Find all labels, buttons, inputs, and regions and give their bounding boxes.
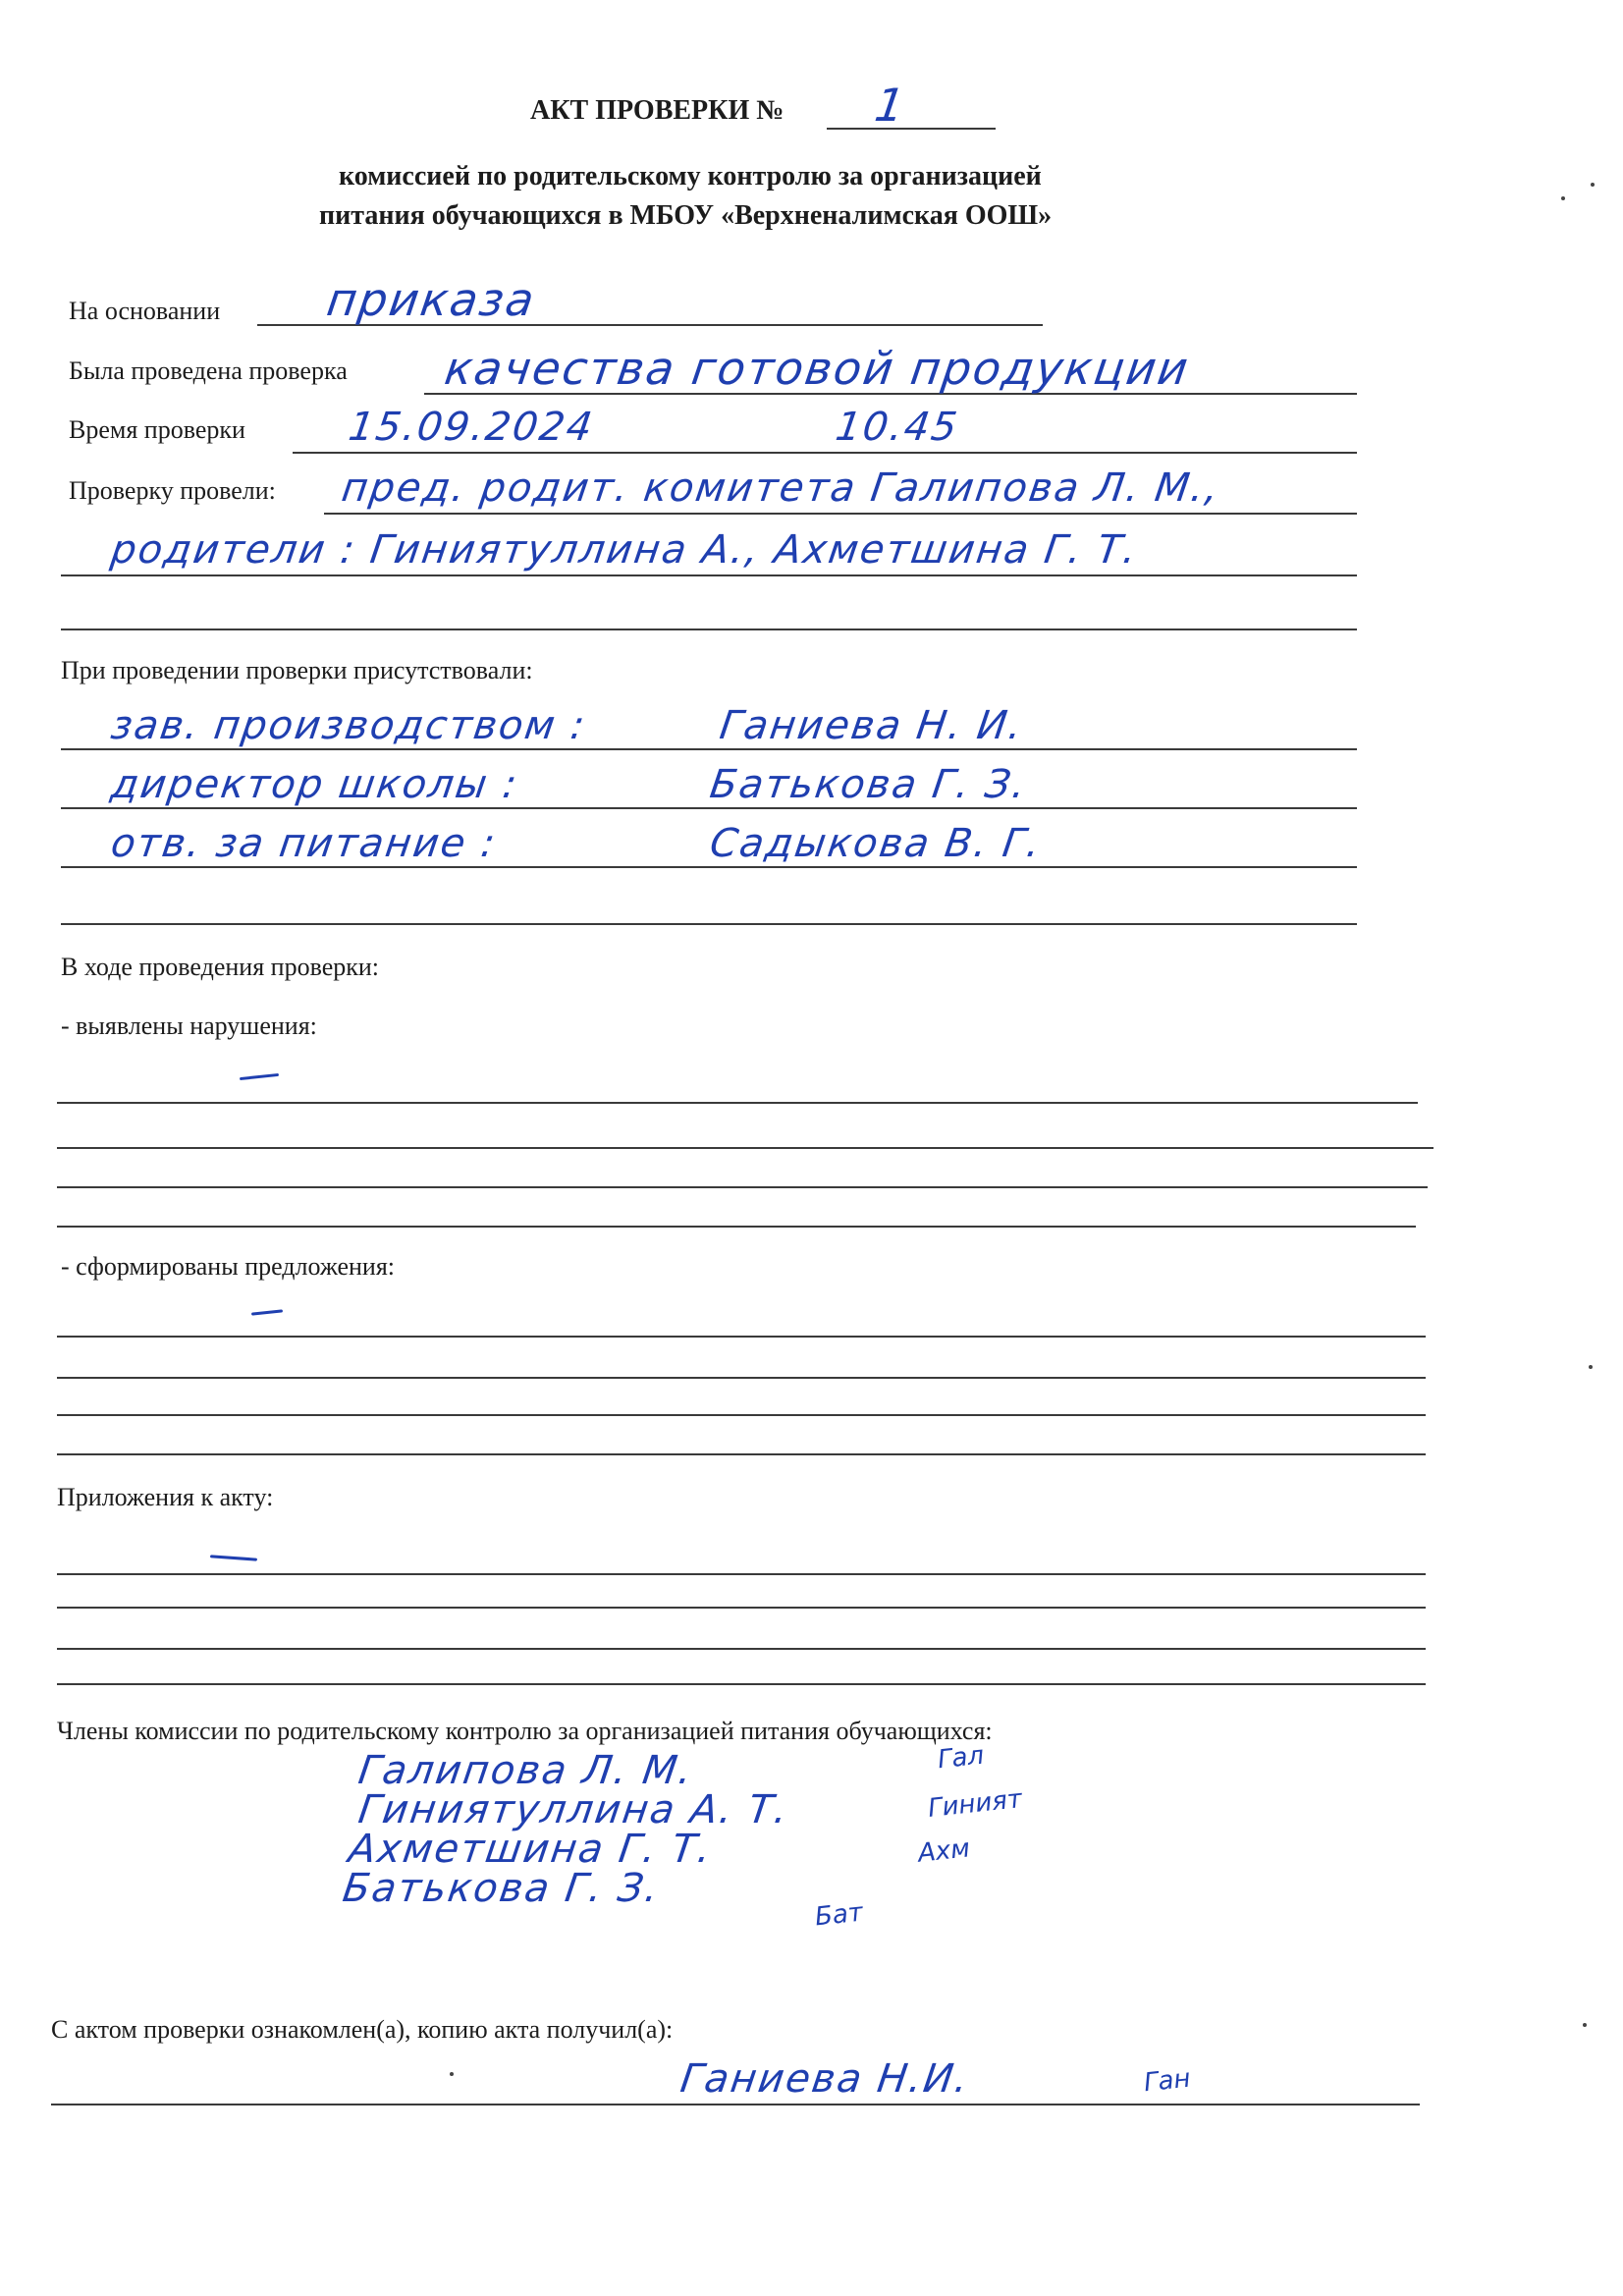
violations-line3 bbox=[57, 1186, 1428, 1188]
time-line bbox=[293, 452, 1357, 454]
basis-value: приказа bbox=[323, 273, 540, 326]
conducted-line1 bbox=[324, 513, 1357, 515]
proposals-dash bbox=[251, 1309, 283, 1315]
act-subtitle-line2: питания обучающихся в МБОУ «Верхненалимская ООШ» bbox=[319, 200, 1053, 231]
present-role-2: директор школы : bbox=[108, 762, 522, 807]
present-role-3: отв. за питание : bbox=[108, 821, 500, 866]
proposals-line2 bbox=[57, 1377, 1426, 1379]
acknowledgement-name: Ганиева Н.И. bbox=[677, 2056, 973, 2102]
time-label: Время проверки bbox=[69, 415, 245, 444]
member-signature-2: Гиният bbox=[926, 1784, 1024, 1824]
member-signature-4: Бат bbox=[813, 1897, 865, 1933]
conducted-value2: родители : Гиниятуллина А., Ахметшина Г. Т. bbox=[108, 527, 1142, 573]
attachments-label: Приложения к акту: bbox=[57, 1483, 274, 1511]
conducted-line3 bbox=[61, 629, 1357, 630]
member-signature-3: Ахм bbox=[916, 1833, 972, 1869]
attachments-line3 bbox=[57, 1648, 1426, 1650]
act-subtitle-line1: комиссией по родительскому контролю за организацией bbox=[339, 161, 1042, 191]
conducted-value1: пред. родит. комитета Галипова Л. М., bbox=[339, 465, 1223, 511]
check-label: Была проведена проверка bbox=[69, 356, 348, 385]
present-line4 bbox=[61, 923, 1357, 925]
proposals-line4 bbox=[57, 1453, 1426, 1455]
violations-label: - выявлены нарушения: bbox=[61, 1011, 317, 1040]
findings-intro: В ходе проведения проверки: bbox=[61, 953, 380, 981]
attachments-line4 bbox=[57, 1683, 1426, 1685]
member-name-1: Галипова Л. М. bbox=[355, 1748, 697, 1793]
present-name-2: Батькова Г. З. bbox=[707, 762, 1031, 807]
time-date: 15.09.2024 bbox=[346, 405, 597, 450]
member-name-3: Ахметшина Г. Т. bbox=[346, 1827, 716, 1872]
member-name-4: Батькова Г. З. bbox=[340, 1866, 664, 1911]
conducted-label: Проверку провели: bbox=[69, 476, 276, 505]
proposals-label: - сформированы предложения: bbox=[61, 1252, 396, 1281]
act-title: АКТ ПРОВЕРКИ № bbox=[530, 95, 784, 126]
proposals-line3 bbox=[57, 1414, 1426, 1416]
scan-speck bbox=[1589, 1365, 1593, 1369]
conducted-line2 bbox=[61, 574, 1357, 576]
violations-line4 bbox=[57, 1226, 1416, 1228]
present-name-1: Ганиева Н. И. bbox=[717, 703, 1027, 748]
member-signature-1: Гал bbox=[936, 1740, 986, 1776]
members-label: Члены комиссии по родительскому контролю за организацией питания обучающихся: bbox=[57, 1717, 993, 1745]
acknowledgement-line bbox=[51, 2104, 1420, 2105]
scan-speck bbox=[450, 2072, 454, 2076]
scan-speck bbox=[1583, 2023, 1587, 2027]
scan-speck bbox=[1561, 196, 1565, 200]
present-label: При проведении проверки присутствовали: bbox=[61, 656, 533, 684]
violations-dash bbox=[240, 1073, 279, 1080]
present-name-3: Садыкова В. Г. bbox=[707, 821, 1045, 866]
scan-speck bbox=[1591, 183, 1595, 187]
proposals-line1 bbox=[57, 1336, 1426, 1338]
act-number-line bbox=[827, 128, 996, 130]
attachments-line1 bbox=[57, 1573, 1426, 1575]
basis-label: На основании bbox=[69, 297, 221, 325]
time-clock: 10.45 bbox=[833, 405, 962, 450]
member-name-2: Гиниятуллина А. Т. bbox=[355, 1787, 792, 1832]
violations-line1 bbox=[57, 1102, 1418, 1104]
act-number: 1 bbox=[871, 79, 910, 132]
attachments-dash bbox=[210, 1555, 257, 1560]
acknowledgement-signature: Ган bbox=[1142, 2063, 1192, 2099]
violations-line2 bbox=[57, 1147, 1434, 1149]
attachments-line2 bbox=[57, 1607, 1426, 1609]
check-value: качества готовой продукции bbox=[441, 342, 1194, 395]
acknowledgement-label: С актом проверки ознакомлен(а), копию акта получил(а): bbox=[51, 2015, 674, 2044]
present-role-1: зав. производством : bbox=[108, 703, 590, 748]
